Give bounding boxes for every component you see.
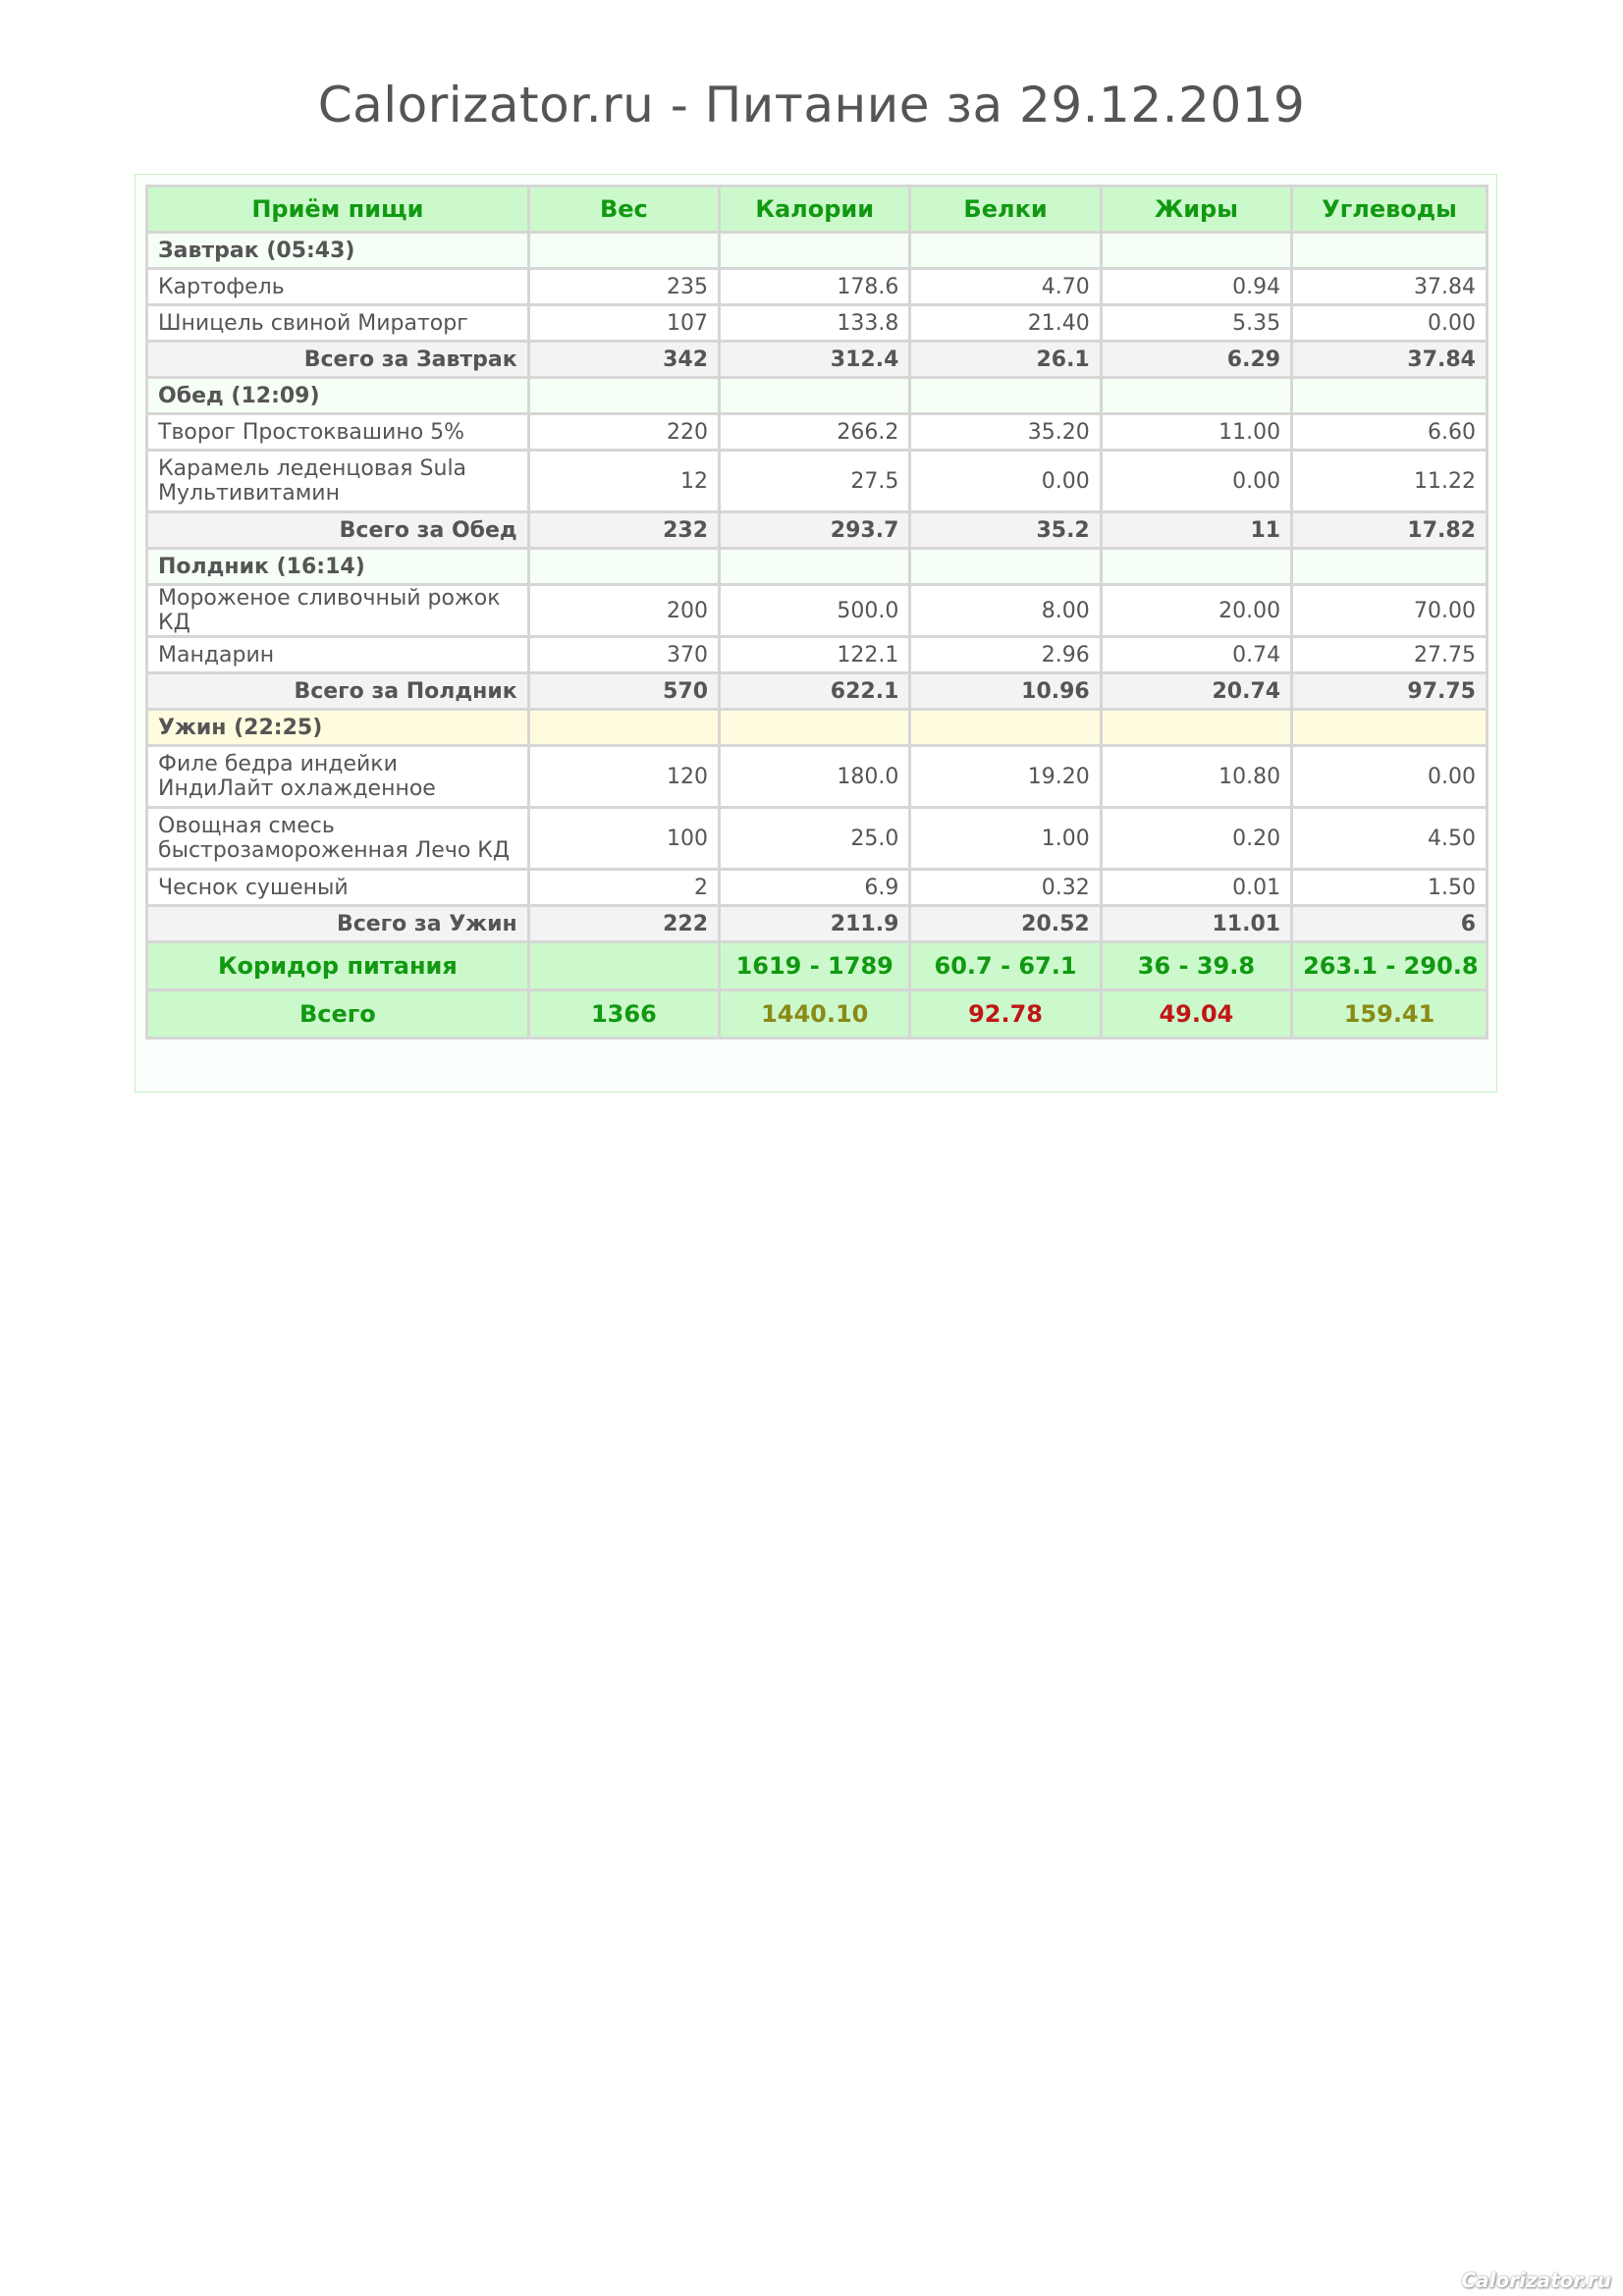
- food-name: Овощная смесь быстрозамороженная Лечо КД: [147, 808, 529, 870]
- food-weight: 120: [528, 746, 719, 808]
- meal-total-label: Всего за Полдник: [147, 673, 529, 710]
- food-name: Картофель: [147, 269, 529, 305]
- total-calories: 622.1: [720, 673, 910, 710]
- meal-title: Ужин (22:25): [147, 710, 529, 746]
- food-row[interactable]: [147, 269, 1488, 305]
- food-weight: 12: [528, 451, 719, 512]
- corridor-weight: [528, 942, 719, 990]
- total-calories: 293.7: [720, 512, 910, 549]
- food-protein: 0.32: [910, 870, 1101, 906]
- meal-title: Полдник (16:14): [147, 549, 529, 585]
- food-carbs: 0.00: [1292, 746, 1488, 808]
- food-carbs: 4.50: [1292, 808, 1488, 870]
- page-title: Calorizator.ru - Питание за 29.12.2019: [317, 77, 1306, 133]
- food-carbs: 1.50: [1292, 870, 1488, 906]
- food-calories: 122.1: [720, 637, 910, 673]
- food-protein: 1.00: [910, 808, 1101, 870]
- food-protein: 19.20: [910, 746, 1101, 808]
- food-row[interactable]: [147, 451, 1488, 512]
- food-row[interactable]: [147, 746, 1488, 808]
- nutrition-corridor-row: [147, 942, 1488, 990]
- corridor-carbs: 263.1 - 290.8: [1292, 942, 1488, 990]
- food-calories: 27.5: [720, 451, 910, 512]
- meal-title: Завтрак (05:43): [147, 233, 529, 269]
- grand-total-label: Всего: [147, 990, 529, 1039]
- food-row[interactable]: [147, 637, 1488, 673]
- grand-total-fat: 49.04: [1101, 990, 1291, 1039]
- food-protein: 21.40: [910, 305, 1101, 342]
- column-header-fat: Жиры: [1101, 187, 1291, 233]
- meal-total-row: [147, 906, 1488, 942]
- food-calories: 266.2: [720, 414, 910, 451]
- total-protein: 10.96: [910, 673, 1101, 710]
- meal-section-breakfast: [147, 233, 1488, 269]
- meal-total-label: Всего за Обед: [147, 512, 529, 549]
- meal-total-row: [147, 342, 1488, 378]
- food-fat: 0.20: [1101, 808, 1291, 870]
- food-weight: 2: [528, 870, 719, 906]
- food-carbs: 27.75: [1292, 637, 1488, 673]
- food-fat: 11.00: [1101, 414, 1291, 451]
- grand-total-weight: 1366: [528, 990, 719, 1039]
- column-header-weight: Вес: [528, 187, 719, 233]
- food-calories: 6.9: [720, 870, 910, 906]
- total-weight: 222: [528, 906, 719, 942]
- food-name: Филе бедра индейки ИндиЛайт охлажденное: [147, 746, 529, 808]
- total-protein: 35.2: [910, 512, 1101, 549]
- food-fat: 0.94: [1101, 269, 1291, 305]
- food-row[interactable]: [147, 808, 1488, 870]
- food-fat: 10.80: [1101, 746, 1291, 808]
- food-calories: 133.8: [720, 305, 910, 342]
- column-header-meal: Приём пищи: [147, 187, 529, 233]
- food-protein: 0.00: [910, 451, 1101, 512]
- column-header-protein: Белки: [910, 187, 1101, 233]
- food-row[interactable]: [147, 870, 1488, 906]
- food-weight: 220: [528, 414, 719, 451]
- total-fat: 20.74: [1101, 673, 1291, 710]
- food-carbs: 6.60: [1292, 414, 1488, 451]
- meal-total-row: [147, 512, 1488, 549]
- meal-total-label: Всего за Завтрак: [147, 342, 529, 378]
- food-row[interactable]: [147, 414, 1488, 451]
- watermark-logo: Calorizator.ru: [1461, 2269, 1611, 2292]
- food-name: Мороженое сливочный рожок КД: [147, 585, 529, 637]
- total-carbs: 97.75: [1292, 673, 1488, 710]
- food-carbs: 0.00: [1292, 305, 1488, 342]
- meal-section-lunch: [147, 378, 1488, 414]
- food-weight: 100: [528, 808, 719, 870]
- total-calories: 211.9: [720, 906, 910, 942]
- total-fat: 6.29: [1101, 342, 1291, 378]
- total-carbs: 17.82: [1292, 512, 1488, 549]
- total-protein: 20.52: [910, 906, 1101, 942]
- food-calories: 500.0: [720, 585, 910, 637]
- total-protein: 26.1: [910, 342, 1101, 378]
- food-carbs: 11.22: [1292, 451, 1488, 512]
- food-fat: 0.00: [1101, 451, 1291, 512]
- food-name: Чеснок сушеный: [147, 870, 529, 906]
- food-protein: 8.00: [910, 585, 1101, 637]
- food-name: Карамель леденцовая Sula Мультивитамин: [147, 451, 529, 512]
- corridor-calories: 1619 - 1789: [720, 942, 910, 990]
- meal-section-supper: [147, 710, 1488, 746]
- meal-total-row: [147, 673, 1488, 710]
- total-weight: 232: [528, 512, 719, 549]
- food-calories: 180.0: [720, 746, 910, 808]
- food-protein: 35.20: [910, 414, 1101, 451]
- food-weight: 200: [528, 585, 719, 637]
- total-carbs: 37.84: [1292, 342, 1488, 378]
- food-calories: 178.6: [720, 269, 910, 305]
- meal-total-label: Всего за Ужин: [147, 906, 529, 942]
- food-protein: 4.70: [910, 269, 1101, 305]
- grand-total-row: [147, 990, 1488, 1039]
- corridor-protein: 60.7 - 67.1: [910, 942, 1101, 990]
- total-calories: 312.4: [720, 342, 910, 378]
- food-fat: 0.74: [1101, 637, 1291, 673]
- food-name: Творог Простоквашино 5%: [147, 414, 529, 451]
- column-header-calories: Калории: [720, 187, 910, 233]
- grand-total-protein: 92.78: [910, 990, 1101, 1039]
- food-name: Шницель свиной Мираторг: [147, 305, 529, 342]
- food-carbs: 70.00: [1292, 585, 1488, 637]
- food-row[interactable]: [147, 585, 1488, 637]
- food-weight: 235: [528, 269, 719, 305]
- food-weight: 107: [528, 305, 719, 342]
- column-header-carbs: Углеводы: [1292, 187, 1488, 233]
- food-protein: 2.96: [910, 637, 1101, 673]
- food-weight: 370: [528, 637, 719, 673]
- nutrition-table: [145, 185, 1488, 1040]
- total-weight: 570: [528, 673, 719, 710]
- food-calories: 25.0: [720, 808, 910, 870]
- corridor-label: Коридор питания: [147, 942, 529, 990]
- meal-title: Обед (12:09): [147, 378, 529, 414]
- grand-total-carbs: 159.41: [1292, 990, 1488, 1039]
- meal-section-snack: [147, 549, 1488, 585]
- food-name: Мандарин: [147, 637, 529, 673]
- food-fat: 5.35: [1101, 305, 1291, 342]
- total-fat: 11.01: [1101, 906, 1291, 942]
- food-carbs: 37.84: [1292, 269, 1488, 305]
- grand-total-calories: 1440.10: [720, 990, 910, 1039]
- total-weight: 342: [528, 342, 719, 378]
- food-fat: 0.01: [1101, 870, 1291, 906]
- total-carbs: 6: [1292, 906, 1488, 942]
- table-header-row: [147, 187, 1488, 233]
- food-row[interactable]: [147, 305, 1488, 342]
- total-fat: 11: [1101, 512, 1291, 549]
- corridor-fat: 36 - 39.8: [1101, 942, 1291, 990]
- food-fat: 20.00: [1101, 585, 1291, 637]
